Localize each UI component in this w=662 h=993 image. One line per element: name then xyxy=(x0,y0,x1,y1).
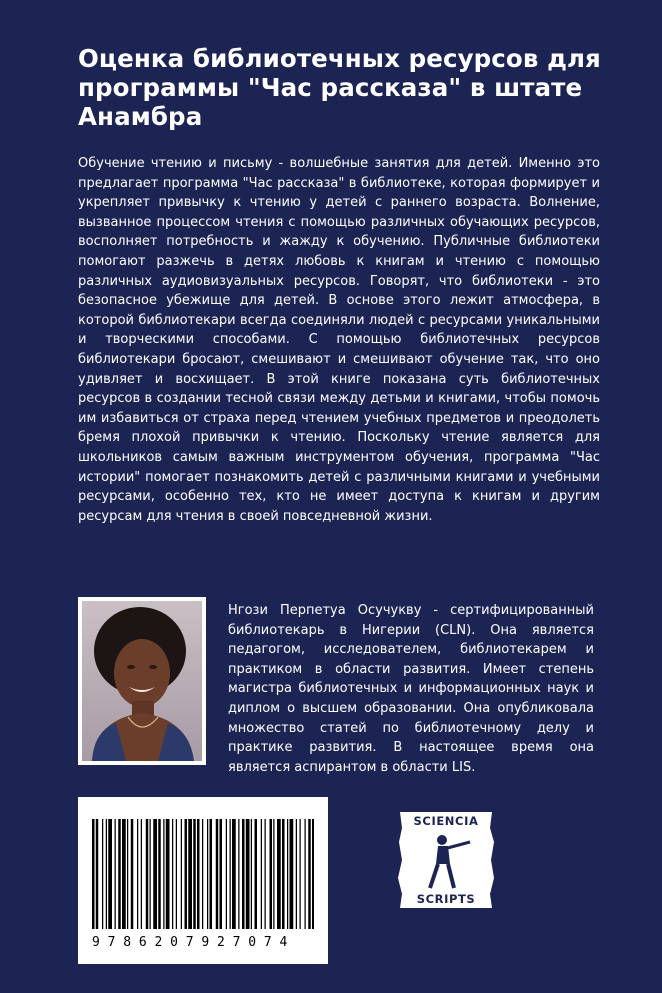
barcode-bar xyxy=(308,819,311,929)
barcode-bar xyxy=(181,819,182,929)
barcode-bar xyxy=(202,819,203,929)
isbn-barcode xyxy=(78,797,328,964)
person-with-rifle-icon xyxy=(418,832,474,890)
barcode-bar xyxy=(300,819,301,929)
isbn-number: 9786207927074 xyxy=(92,935,296,950)
barcode-bar xyxy=(251,819,252,929)
barcode-bar xyxy=(176,819,177,929)
barcode-bar xyxy=(282,819,285,929)
barcode-bar xyxy=(296,819,297,929)
barcode-bar xyxy=(92,819,95,929)
barcode-bar xyxy=(118,819,121,929)
author-photo-frame xyxy=(78,597,206,765)
author-photo xyxy=(82,601,202,761)
publisher-logo xyxy=(396,808,496,912)
barcode-bar xyxy=(131,819,134,929)
barcode-bar xyxy=(197,819,200,929)
barcode-bar xyxy=(210,819,213,929)
barcode-bar xyxy=(122,819,126,929)
barcode-bar xyxy=(226,819,227,929)
barcode-bar xyxy=(238,819,239,929)
barcode-bars xyxy=(78,797,328,937)
barcode-bar xyxy=(102,819,103,929)
barcode-bar xyxy=(141,819,142,929)
barcode-bar xyxy=(185,819,188,929)
barcode-bar xyxy=(305,819,306,929)
barcode-bar xyxy=(188,819,192,929)
barcode-bar xyxy=(172,819,173,929)
barcode-bar xyxy=(273,819,274,929)
barcode-bar xyxy=(96,819,99,929)
barcode-bar xyxy=(290,819,294,929)
barcode-bar xyxy=(277,819,281,929)
barcode-bar xyxy=(246,819,250,929)
barcode-bar xyxy=(166,819,170,929)
barcode-bar xyxy=(115,819,116,929)
barcode-bar xyxy=(193,819,196,929)
barcode-bar xyxy=(220,819,223,929)
barcode-bar xyxy=(106,819,107,929)
publisher-name-top: SCIENCIA xyxy=(413,814,479,828)
barcode-bar xyxy=(127,819,128,929)
barcode-bar xyxy=(255,819,258,929)
author-bio: Нгози Перпетуа Осучукву - сертифицированный библиотекарь в Нигерии (CLN). Она является педагогом, исследователем, библиотекарем и практиком в области развития. Имеет степень магистра библиотечных и информационных наук и диплом о высшем образовании. Она опубликовала множество статей по библиотечному делу и практике развития. В настоящее время она является аспирантом в области LIS. xyxy=(228,603,594,775)
barcode-bar xyxy=(137,819,138,929)
barcode-bar xyxy=(158,819,161,929)
barcode-bar xyxy=(163,819,164,929)
barcode-bar xyxy=(242,819,245,929)
barcode-bar xyxy=(150,819,151,929)
book-title: Оценка библиотечных ресурсов для программы "Час рассказа" в штате Анамбра xyxy=(78,44,601,131)
barcode-bar xyxy=(153,819,157,929)
barcode-bar xyxy=(265,819,266,929)
barcode-bar xyxy=(108,819,112,929)
barcode-bar xyxy=(287,819,288,929)
barcode-bar xyxy=(230,819,231,929)
barcode-bar xyxy=(270,819,273,929)
book-description: Обучение чтению и письму - волшебные занятия для детей. Именно это предлагает программа "Час рассказа" в библиотеке, которая формирует и укрепляет привычку к чтению у детей с раннего возраста. Волнение, вызванное процессом чтения с помощью различных обучающих ресурсов, восполняет потребность и жажду к обучению. Публичные библиотеки помогают разжечь в детях любовь к книгам и чтению с помощью различных аудиовизуальных ресурсов. Говорят, что библиотеки - это безопасное убежище для детей. В основе этого лежит атмосфера, в которой библиотекари всегда соединяли людей с ресурсами уникальными и творческими способами. С помощью библиотечных ресурсов библиотекари бросают, смешивают и смешивают обучение так, что оно удивляет и восхищает. В этой книге показана суть библиотечных ресурсов в создании тесной связи между детьми и книгами, чтобы помочь им избавиться от страха перед чтением учебных предметов и преодолеть бремя плохой привычки к чтению. Поскольку чтение является для школьников самым важным инструментом обучения, программа "Час истории" помогает познакомить детей с различными книгами и учебными ресурсами, особенно тех, кто не имеет доступа к книгам и другим ресурсам для чтения в своей повседневной жизни. xyxy=(78,156,600,524)
publisher-name-bottom: SCRIPTS xyxy=(416,892,476,906)
barcode-bar xyxy=(216,819,219,929)
barcode-bar xyxy=(261,819,262,929)
barcode-bar xyxy=(232,819,236,929)
barcode-bar xyxy=(146,819,149,929)
barcode-bar xyxy=(312,819,314,929)
barcode-bar xyxy=(207,819,208,929)
